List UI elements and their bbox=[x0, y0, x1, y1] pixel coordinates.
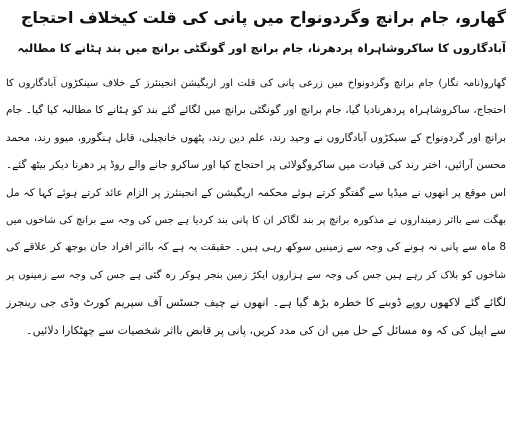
headline: گھارو، جام برانچ وگردونواح میں پانی کی قلت کیخلاف احتجاج bbox=[20, 8, 506, 27]
article-body bbox=[6, 70, 506, 344]
body-line: احتجاج، ساکروشاہراہ پردھرنادیا گیا، جام برانچ اور گونگٹی برانچ میں لگائے گئے بند کو ہٹانے کا مطالبہ کیا گیا۔ جام bbox=[6, 104, 506, 117]
body-line: محسن آرائیں، اختر رند کی قیادت میں ساکروگولائی پر احتجاج کیا اور ساکرو جانے والے روڈ پر دھرنا دیکر بیٹھ گئے۔ bbox=[6, 159, 506, 172]
body-line: گھارو(نامہ نگار) جام برانچ وگردونواح میں زرعی پانی کی قلت اور اریگیشن انجینئرز کے خلاف سینکڑوں آبادگاروں کا bbox=[6, 78, 506, 89]
body-line: شاخوں کو بلاک کر رہے ہیں جس کی وجہ سے ہزاروں ایکڑ زمین بنجر ہوکر رہ گئی ہے جس کی وجہ سے زمینوں پر bbox=[6, 269, 506, 281]
body-line: برانچ اور گردونواح کے سیکڑوں آبادگاروں نے وحید رند، علم دین رند، پٹھوں خانچیلی، قابل ہنگورو، میوو رند، محمد bbox=[6, 131, 506, 144]
body-line: لگائے گئے لاکھوں روپے ڈوبنے کا خطرہ بڑھ گیا ہے۔ انھوں نے چیف جسٹس آف سپریم کورٹ وڈی جی رینجرز bbox=[6, 296, 506, 310]
body-line: اس موقع پر انھوں نے میڈیا سے گفتگو کرتے ہوئے محکمہ اریگیشن کے انجینئرز پر الزام عائد کرتے ہوئے کہا کہ مل bbox=[6, 186, 506, 199]
body-line: سے اپیل کی کہ وہ مسائل کے حل میں ان کی مدد کریں، پانی پر قابض بااثر شخصیات سے چھٹکارا دلائیں۔ bbox=[26, 323, 506, 337]
body-line: بھگت سے بااثر زمینداروں نے مذکورہ برانچ پر بند لگاکر ان کا پانی بند کردیا ہے جس کی وجہ سے برانچ کی شاخوں میں bbox=[6, 215, 506, 227]
body-line: 8 ماہ سے پانی نہ ہونے کی وجہ سے زمینیں سوکھ رہی ہیں۔ حقیقت یہ ہے کہ بااثر افراد جان بوجھ کر علاقے کی bbox=[6, 241, 506, 254]
subheadline: آبادگاروں کا ساکروشاہراہ پردھرنا، جام برانچ اور گونگٹی برانچ میں بند ہٹانے کا مطالبہ bbox=[17, 41, 506, 55]
